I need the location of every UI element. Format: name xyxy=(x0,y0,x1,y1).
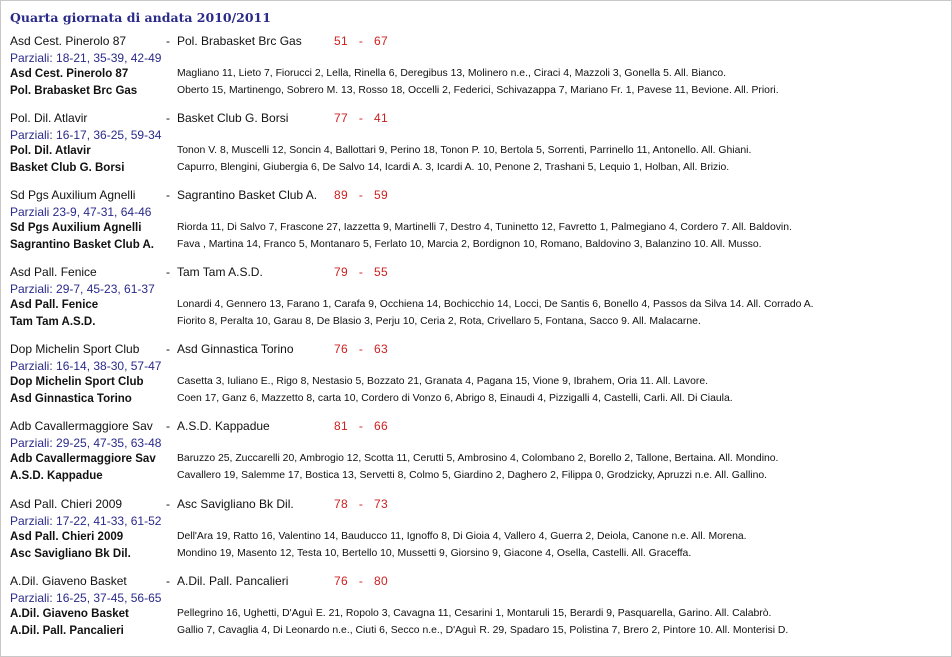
game-block xyxy=(1,111,951,189)
away-roster-team: Tam Tam A.S.D. xyxy=(10,316,96,328)
home-roster-players: Casetta 3, Iuliano E., Rigo 8, Nestasio 5, Bozzato 21, Granata 4, Pagana 15, Vione 9, Ibrahem, Oria 11. All. Lavore. xyxy=(177,376,709,387)
page-title: Quarta giornata di andata 2010/2011 xyxy=(10,10,271,25)
home-roster-players: Baruzzo 25, Zuccarelli 20, Ambrogio 12, Scotta 11, Cerutti 5, Ambrosino 4, Colombano 2, Borello 2, Tallone, Bertaina. All. Mondino. xyxy=(177,453,779,464)
partial-scores: Parziali: 29-25, 47-35, 63-48 xyxy=(10,436,162,450)
home-team-name: A.Dil. Giaveno Basket xyxy=(10,574,127,588)
partial-scores: Parziali: 16-17, 36-25, 59-34 xyxy=(10,128,162,142)
home-roster-players: Dell'Ara 19, Ratto 16, Valentino 14, Bauducco 11, Ignoffo 8, Di Gioia 4, Vallero 4, Guerra 2, Deiola, Canone n.e. All. Morena. xyxy=(177,531,747,542)
home-team-name: Asd Pall. Fenice xyxy=(10,265,97,279)
away-roster-players: Mondino 19, Masento 12, Testa 10, Bertello 10, Mussetti 9, Giorsino 9, Giacone 4, Osella, Castelli. All. Graceffa. xyxy=(177,548,692,559)
away-roster-players: Fava , Martina 14, Franco 5, Montanaro 5, Ferlato 10, Marcia 2, Bordignon 10, Romano, Baldovino 3, Balanzino 10. All. Musso. xyxy=(177,239,762,250)
partial-scores: Parziali: 16-14, 38-30, 57-47 xyxy=(10,359,162,373)
final-score: 76 - 63 xyxy=(334,342,388,356)
partial-scores: Parziali: 17-22, 41-33, 61-52 xyxy=(10,514,162,528)
partial-scores: Parziali 23-9, 47-31, 64-46 xyxy=(10,205,152,219)
home-team-name: Sd Pgs Auxilium Agnelli xyxy=(10,188,136,202)
away-roster-team: Pol. Brabasket Brc Gas xyxy=(10,85,138,97)
away-roster-team: Sagrantino Basket Club A. xyxy=(10,239,154,251)
home-roster-players: Pellegrino 16, Ughetti, D'Aguì E. 21, Ropolo 3, Cavagna 11, Cesarini 1, Montaruli 15, Berardi 9, Pasquarella, Garino. All. Calabrò. xyxy=(177,608,772,619)
versus-separator: - xyxy=(166,574,170,588)
versus-separator: - xyxy=(166,342,170,356)
home-roster-team: Asd Cest. Pinerolo 87 xyxy=(10,68,129,80)
away-roster-team: Asd Ginnastica Torino xyxy=(10,393,132,405)
home-team-name: Pol. Dil. Atlavir xyxy=(10,111,88,125)
away-team-name: Pol. Brabasket Brc Gas xyxy=(177,34,302,48)
versus-separator: - xyxy=(166,419,170,433)
game-block xyxy=(1,574,951,652)
final-score: 76 - 80 xyxy=(334,574,388,588)
home-roster-team: Asd Pall. Chieri 2009 xyxy=(10,531,124,543)
home-roster-team: Dop Michelin Sport Club xyxy=(10,376,144,388)
versus-separator: - xyxy=(166,188,170,202)
final-score: 51 - 67 xyxy=(334,34,388,48)
final-score: 81 - 66 xyxy=(334,419,388,433)
away-team-name: Asc Savigliano Bk Dil. xyxy=(177,497,294,511)
final-score: 79 - 55 xyxy=(334,265,388,279)
versus-separator: - xyxy=(166,34,170,48)
game-block xyxy=(1,419,951,497)
final-score: 89 - 59 xyxy=(334,188,388,202)
home-roster-team: Pol. Dil. Atlavir xyxy=(10,145,91,157)
home-roster-players: Magliano 11, Lieto 7, Fiorucci 2, Lella, Rinella 6, Deregibus 13, Molinero n.e., Ciraci 4, Mazzoli 3, Gonella 5. All. Bianco. xyxy=(177,68,727,79)
home-team-name: Adb Cavallermaggiore Sav xyxy=(10,419,153,433)
home-roster-team: Sd Pgs Auxilium Agnelli xyxy=(10,222,142,234)
versus-separator: - xyxy=(166,111,170,125)
home-team-name: Asd Pall. Chieri 2009 xyxy=(10,497,123,511)
away-team-name: Sagrantino Basket Club A. xyxy=(177,188,318,202)
home-roster-players: Tonon V. 8, Muscelli 12, Soncin 4, Ballottari 9, Perino 18, Tonon P. 10, Bertola 5, Sorrenti, Parrinello 11, Antonello. All. Ghiani. xyxy=(177,145,752,156)
away-roster-players: Oberto 15, Martinengo, Sobrero M. 13, Rosso 18, Occelli 2, Federici, Schivazappa 7, Mariano Fr. 1, Pavese 11, Bevione. All. Priori. xyxy=(177,85,779,96)
away-roster-team: Basket Club G. Borsi xyxy=(10,162,125,174)
partial-scores: Parziali: 29-7, 45-23, 61-37 xyxy=(10,282,155,296)
away-roster-team: A.Dil. Pall. Pancalieri xyxy=(10,625,124,637)
game-block xyxy=(1,34,951,112)
game-block xyxy=(1,342,951,420)
final-score: 77 - 41 xyxy=(334,111,388,125)
home-team-name: Asd Cest. Pinerolo 87 xyxy=(10,34,127,48)
home-roster-team: A.Dil. Giaveno Basket xyxy=(10,608,129,620)
away-roster-players: Capurro, Blengini, Giubergia 6, De Salvo 14, Icardi A. 3, Icardi A. 10, Penone 2, Trashani 5, Lequio 1, Holban, All. Brizio. xyxy=(177,162,730,173)
partial-scores: Parziali: 18-21, 35-39, 42-49 xyxy=(10,51,162,65)
away-team-name: Asd Ginnastica Torino xyxy=(177,342,294,356)
final-score: 78 - 73 xyxy=(334,497,388,511)
home-team-name: Dop Michelin Sport Club xyxy=(10,342,140,356)
away-roster-team: A.S.D. Kappadue xyxy=(10,470,103,482)
partial-scores: Parziali: 16-25, 37-45, 56-65 xyxy=(10,591,162,605)
game-block xyxy=(1,497,951,575)
away-roster-players: Gallio 7, Cavaglia 4, Di Leonardo n.e., Ciuti 6, Secco n.e., D'Aguì R. 29, Spadaro 15, Polistina 7, Brero 2, Pintore 10. All. Monterisi D. xyxy=(177,625,789,636)
away-roster-team: Asc Savigliano Bk Dil. xyxy=(10,548,131,560)
versus-separator: - xyxy=(166,265,170,279)
versus-separator: - xyxy=(166,497,170,511)
away-roster-players: Cavallero 19, Salemme 17, Bostica 13, Servetti 8, Colmo 5, Giardino 2, Daghero 2, Filippa 0, Grodzicky, Apruzzi n.e. All. Gallino. xyxy=(177,470,768,481)
away-team-name: A.Dil. Pall. Pancalieri xyxy=(177,574,289,588)
home-roster-team: Asd Pall. Fenice xyxy=(10,299,99,311)
home-roster-team: Adb Cavallermaggiore Sav xyxy=(10,453,156,465)
away-team-name: Tam Tam A.S.D. xyxy=(177,265,263,279)
home-roster-players: Riorda 11, Di Salvo 7, Frascone 27, Iazzetta 9, Martinelli 7, Destro 4, Tuninetto 12, Favretto 1, Palmegiano 4, Cordero 7. All. Baldovin. xyxy=(177,222,792,233)
away-team-name: Basket Club G. Borsi xyxy=(177,111,289,125)
away-team-name: A.S.D. Kappadue xyxy=(177,419,270,433)
game-block xyxy=(1,188,951,266)
away-roster-players: Coen 17, Ganz 6, Mazzetto 8, carta 10, Cordero di Vonzo 6, Abrigo 8, Einaudi 4, Pizzigalli 4, Castelli, Carli. All. Di Ciaula. xyxy=(177,393,733,404)
away-roster-players: Fiorito 8, Peralta 10, Garau 8, De Blasio 3, Perju 10, Ceria 2, Rota, Crivellaro 5, Fontana, Sacco 9. All. Malacarne. xyxy=(177,316,701,327)
home-roster-players: Lonardi 4, Gennero 13, Farano 1, Carafa 9, Occhiena 14, Bochicchio 14, Locci, De Santis 6, Bonello 4, Passos da Silva 14. All. Corrado A. xyxy=(177,299,814,310)
game-block xyxy=(1,265,951,343)
